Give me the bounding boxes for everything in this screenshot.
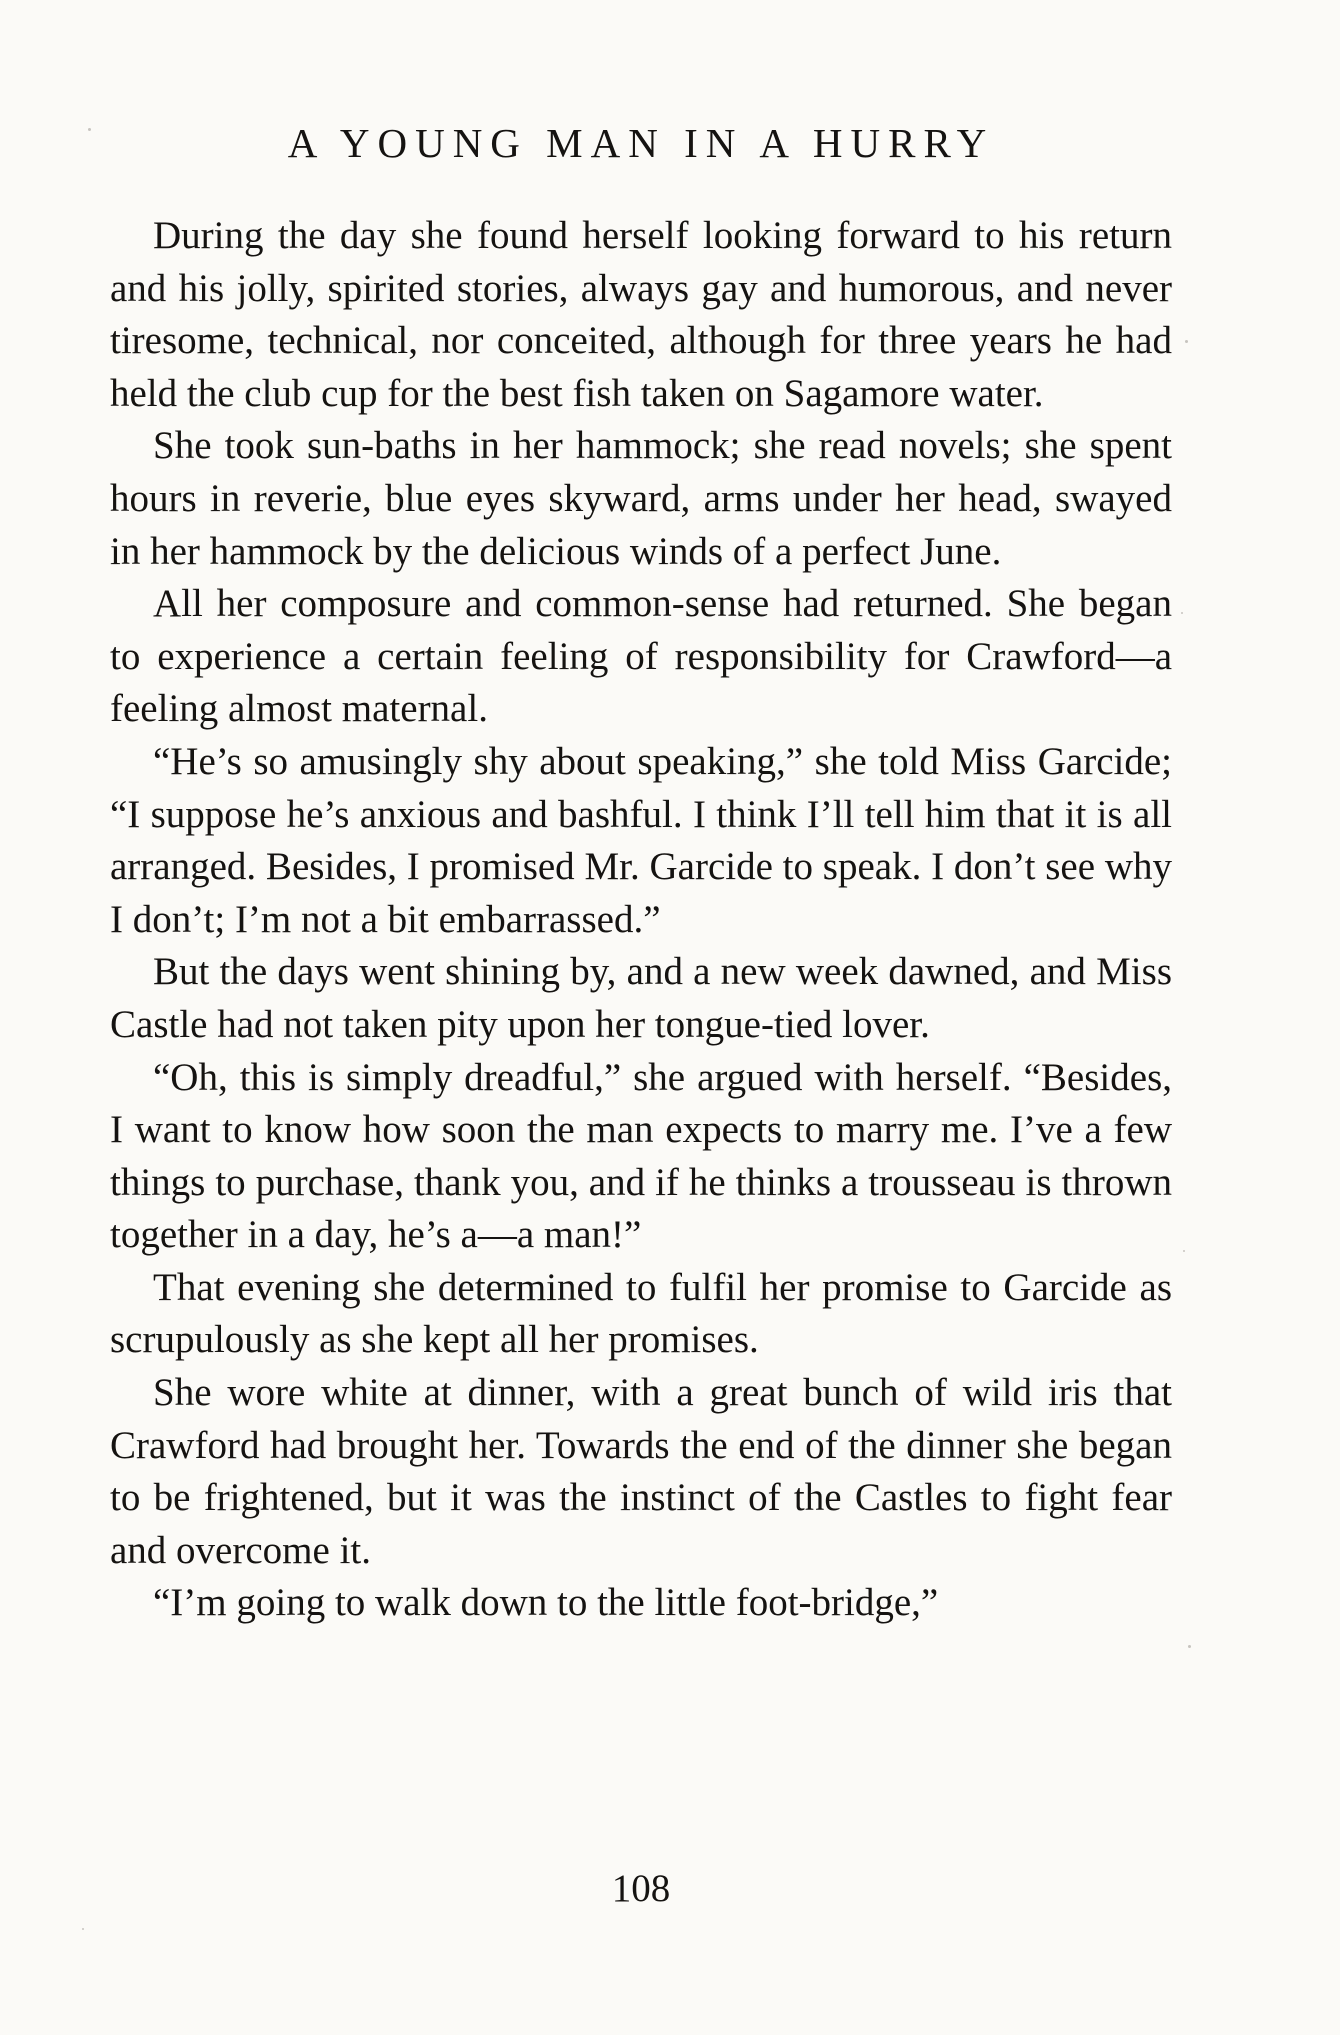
paper-speck [1188,1645,1191,1648]
paragraph: But the days went shining by, and a new week dawned, and Miss Castle had not taken pity upon her tongue-tied lover. [110,950,1172,1046]
paragraph: “He’s so amusingly shy about speaking,” she told Miss Garcide; “I suppose he’s anxious and bashful. I think I’ll tell him that it is all arranged. Besides, I promised Mr. Garcide to speak. I don’t see why I don’t; I’m not a bit embarrassed.” [110,739,1172,941]
paper-speck [82,1928,84,1930]
running-head: A YOUNG MAN IN A HURRY [287,120,995,166]
body-text [110,210,1172,1630]
paragraph: All her composure and common-sense had returned. She began to experience a certain feeling of responsibility for Crawford—a feeling almost maternal. [110,582,1172,731]
paragraph: That evening she determined to fulfil her promise to Garcide as scrupulously as she kept all her promises. [110,1265,1172,1362]
paragraph: “Oh, this is simply dreadful,” she argued with herself. “Besides, I want to know how soon the man expects to marry me. I’ve a few things to purchase, thank you, and if he thinks a trousseau is thrown together in a day, he’s a—a man!” [110,1055,1172,1257]
paper-speck [1183,1250,1185,1252]
paper-speck [1181,612,1183,614]
paragraph: She wore white at dinner, with a great bunch of wild iris that Crawford had brought her. Towards the end of the dinner she began to be frightened, but it was the instinct of the Castles to fight fear and overcome it. [110,1371,1172,1572]
paragraph: During the day she found herself looking forward to his return and his jolly, spirited stories, always gay and humorous, and never tiresome, technical, nor conceited, although for three years he had held the club cup for the best fish taken on Sagamore water. [110,214,1172,415]
page-number: 108 [611,1867,671,1910]
paper-speck [88,128,91,131]
paper-speck [1185,340,1188,343]
paragraph: She took sun-baths in her hammock; she read novels; she spent hours in reverie, blue eyes skyward, arms under her head, swayed in her hammock by the delicious winds of a perfect June. [110,424,1172,573]
paragraph: “I’m going to walk down to the little foot-bridge,” [153,1581,939,1625]
